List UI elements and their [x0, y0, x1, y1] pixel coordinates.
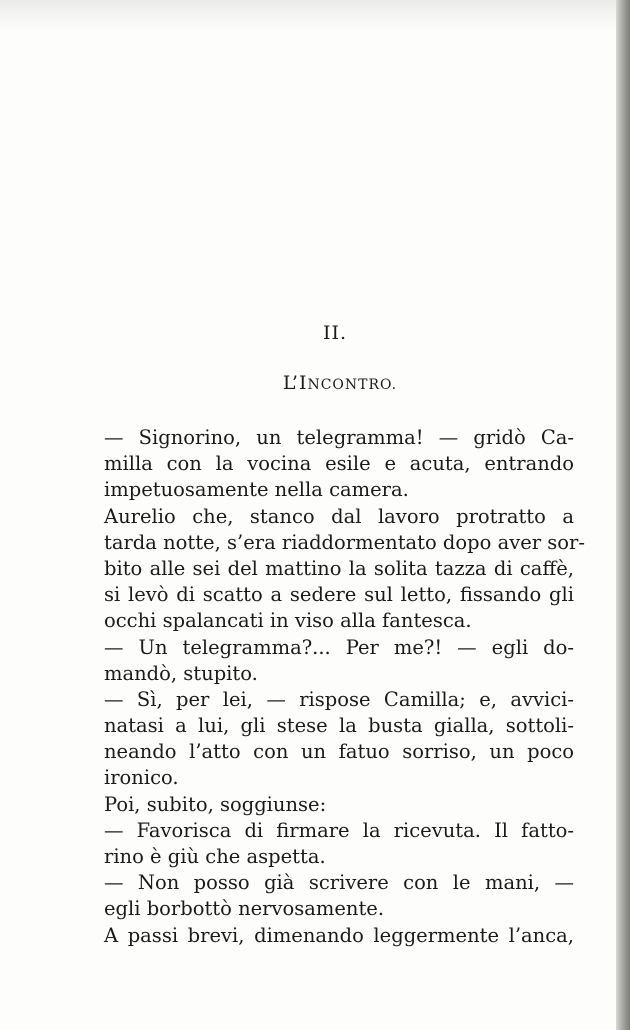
page-binding-edge	[616, 0, 630, 1030]
text-line: Poi, subito, soggiunse:	[104, 792, 327, 816]
text-line: — Signorino, un telegramma! — gridò Ca-	[104, 426, 574, 449]
text-line: natasi a lui, gli stese la busta gialla, sottoli-	[104, 714, 574, 738]
text-line: Aurelio che, stanco dal lavoro protratto a	[104, 504, 574, 528]
chapter-body	[104, 425, 585, 949]
text-line: — Favorisca di firmare la ricevuta. Il fatto-	[104, 818, 574, 842]
text-line: si levò di scatto a sedere sul letto, fissando gli	[104, 583, 574, 607]
text-line: rino è giù che aspetta.	[104, 845, 326, 868]
text-line: milla con la vocina esile e acuta, entrando	[104, 452, 574, 476]
chapter-title-initial: L’I	[282, 372, 308, 394]
text-line: — Un telegramma?... Per me?! — egli do-	[104, 635, 574, 659]
page-top-shadow	[0, 0, 616, 30]
text-line: — Non posso già scrivere con le mani, —	[104, 871, 574, 895]
chapter-title-rest: NCONTRO.	[307, 377, 398, 393]
text-line: — Sì, per lei, — rispose Camilla; e, avvici-	[104, 687, 574, 711]
text-line: tarda notte, s’era riaddormentato dopo aver sor-	[104, 530, 585, 554]
text-line: ironico.	[104, 766, 179, 790]
chapter-number: II.	[322, 322, 348, 344]
text-line: impetuosamente nella camera.	[104, 478, 409, 502]
text-line: egli borbottò nervosamente.	[104, 897, 385, 921]
chapter-title	[0, 372, 630, 394]
text-line: mandò, stupito.	[104, 661, 258, 685]
text-line: bito alle sei del mattino la solita tazza di caffè,	[104, 556, 574, 580]
text-line: A passi brevi, dimenando leggermente l’anca,	[104, 923, 574, 947]
text-line: neando l’atto con un fatuo sorriso, un poco	[104, 740, 574, 764]
text-line: occhi spalancati in viso alla fantesca.	[104, 609, 472, 633]
